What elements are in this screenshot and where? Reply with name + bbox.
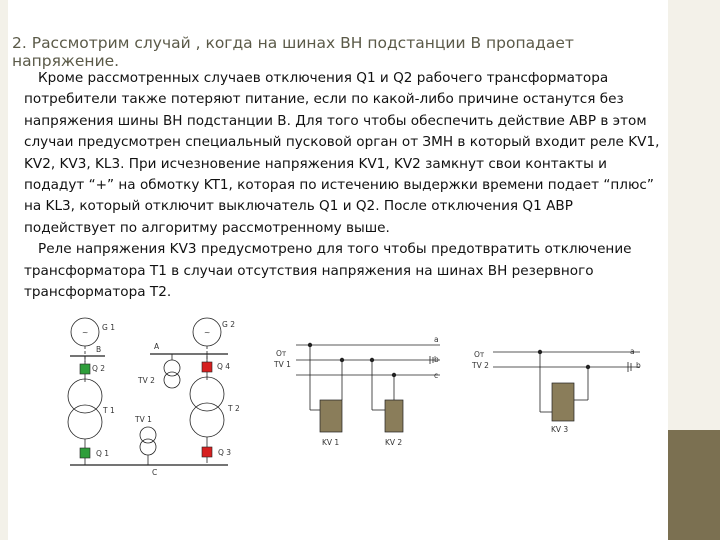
kv1-kv2-circuit	[296, 345, 440, 410]
paragraph-2: Реле напряжения KV3 предусмотрено для того чтобы предотвратить отключение трансформатора Т1 в случаи отсутствия напряжения на шинах ВН резервного трансформатора Т2.	[24, 241, 632, 301]
relay-kv1	[320, 400, 342, 432]
node-b-kv1	[340, 358, 344, 362]
label-t2: T 2	[228, 404, 240, 413]
paragraph-1: Кроме рассмотренных случаев отключения Q1 и Q2 рабочего трансформатора потребители также потеряют питание, если по какой-либо причине останутся без напряжения шины ВН подстанции В. Для того чтобы обеспечить действие АВР в этом случаи предусмотрен специальный пусковой орган от ЗМН в который входит реле KV1, KV2, KV3, KL3. При исчезновение напряжения KV1, KV2 замкнут свои контакты и подадут “+” на обмотку KT1, которая по истечению выдержки времени подает “плюс” на KL3, который отключит выключатель Q1 и Q2. После отключения Q1 АВР подействует по алгоритму рассмотренному выше.	[24, 70, 660, 236]
label-phase-c-tv1: c	[434, 371, 439, 380]
node-c-kv2	[392, 373, 396, 377]
label-q4: Q 4	[217, 362, 231, 371]
relay-kv3	[552, 383, 574, 421]
tv1-winding-2	[140, 427, 156, 443]
tv2-winding-2	[164, 372, 180, 388]
label-from-tv1-line1: От	[276, 349, 287, 358]
label-from-tv2-line1: От	[474, 350, 485, 359]
node-b-kv2	[370, 358, 374, 362]
label-bus-b: B	[96, 345, 102, 354]
label-phase-a-tv1: a	[434, 335, 439, 344]
breaker-q4	[202, 362, 212, 372]
label-q2: Q 2	[92, 364, 106, 373]
tv2-winding-1	[164, 360, 180, 376]
label-tv1: TV 1	[135, 415, 152, 424]
label-bus-a: A	[154, 342, 160, 351]
label-kv1: KV 1	[322, 438, 340, 447]
node-a-kv1	[308, 343, 312, 347]
label-q3: Q 3	[218, 448, 232, 457]
relay-kv2	[385, 400, 403, 432]
label-tv2: TV 2	[138, 376, 155, 385]
breaker-q1	[80, 448, 90, 458]
label-bus-c: C	[152, 468, 158, 477]
slide-title: 2. Рассмотрим случай , когда на шинах ВН подстанции В пропадает напряжение.	[12, 34, 574, 70]
label-phase-b-tv1: b	[434, 355, 439, 364]
g2-symbol: ~	[204, 328, 211, 337]
node-a-kv3	[538, 350, 542, 354]
label-phase-a-tv2: a	[630, 347, 635, 356]
transformer-t1-winding-hv	[68, 379, 102, 413]
breaker-q3	[202, 447, 212, 457]
label-from-tv2-line2: TV 2	[472, 361, 489, 370]
breaker-q2	[80, 364, 90, 374]
node-b-kv3	[586, 365, 590, 369]
label-kv3: KV 3	[551, 425, 569, 434]
transformer-t2-winding-lv	[190, 403, 224, 437]
label-phase-b-tv2: b	[636, 361, 641, 370]
label-q1: Q 1	[96, 449, 110, 458]
g1-symbol: ~	[82, 328, 89, 337]
label-kv2: KV 2	[385, 438, 403, 447]
label-from-tv1-line2: TV 1	[274, 360, 291, 369]
transformer-t1-winding-lv	[68, 405, 102, 439]
transformer-t2-winding-hv	[190, 377, 224, 411]
label-t1: T 1	[103, 406, 115, 415]
label-g2: G 2	[222, 320, 235, 329]
label-g1: G 1	[102, 323, 115, 332]
tv1-winding-1	[140, 439, 156, 455]
